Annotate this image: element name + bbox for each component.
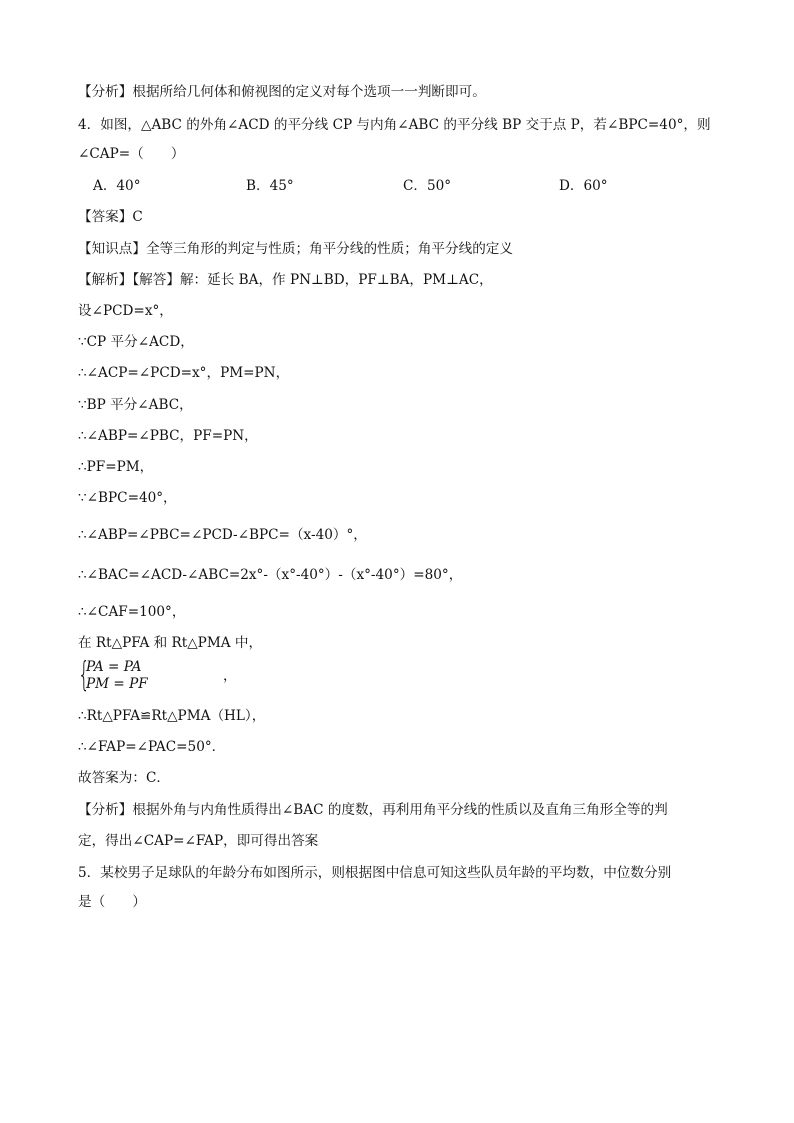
solution-line-15: 故答案为：C． [78, 770, 170, 786]
option-d: D．60° [559, 178, 608, 194]
analysis-q3: 【分析】根据所给几何体和俯视图的定义对每个选项一一判断即可。 [78, 84, 486, 100]
solution-line-9: ∴∠ABP=∠PBC=∠PCD-∠BPC=（x-40）°， [78, 527, 367, 543]
equation-tail: ， [223, 668, 237, 684]
solution-line-3: ∵CP 平分∠ACD， [78, 334, 194, 350]
knowledge-points: 【知识点】全等三角形的判定与性质；角平分线的性质；角平分线的定义 [78, 241, 513, 257]
equation-row-2: PM = PF [86, 676, 148, 692]
question-5-stem-cont: 是（ ） [78, 894, 146, 910]
question-4-stem-cont: ∠CAP=（ ） [78, 146, 185, 162]
solution-line-11: ∴∠CAF=100°， [78, 604, 186, 620]
solution-line-2: 设∠PCD=x°， [78, 303, 173, 319]
solution-line-1: 【解析】【解答】解：延长 BA，作 PN⊥BD，PF⊥BA，PM⊥AC， [78, 272, 493, 288]
solution-line-12: 在 Rt△PFA 和 Rt△PMA 中， [78, 635, 263, 651]
option-c: C．50° [403, 178, 452, 194]
question-5-stem: 5．某校男子足球队的年龄分布如图所示，则根据图中信息可知这些队员年龄的平均数，中位数分别 [78, 865, 672, 881]
analysis-q4-line-2: 定，得出∠CAP=∠FAP，即可得出答案 [78, 833, 319, 849]
solution-line-6: ∴∠ABP=∠PBC，PF=PN， [78, 428, 258, 444]
analysis-q4-line-1: 【分析】根据外角与内角性质得出∠BAC 的度数，再利用角平分线的性质以及直角三角形全等的判 [78, 802, 668, 818]
solution-line-5: ∵BP 平分∠ABC， [78, 397, 193, 413]
left-brace-glyph: { [78, 655, 90, 695]
option-b: B．45° [246, 178, 294, 194]
solution-line-13: ∴Rt△PFA≌Rt△PMA（HL）， [78, 708, 266, 724]
equation-system [78, 655, 278, 695]
solution-line-8: ∵∠BPC=40°， [78, 490, 177, 506]
solution-line-7: ∴PF=PM， [78, 459, 154, 475]
equation-row-1: PA = PA [86, 659, 142, 675]
answer-line: 【答案】C [78, 209, 143, 225]
option-a: A．40° [93, 178, 141, 194]
solution-line-14: ∴∠FAP=∠PAC=50°． [78, 739, 226, 755]
solution-line-4: ∴∠ACP=∠PCD=x°，PM=PN， [78, 365, 290, 381]
solution-line-10: ∴∠BAC=∠ACD-∠ABC=2x°-（x°-40°）-（x°-40°）=80°， [78, 567, 463, 583]
question-4-stem: 4．如图，△ABC 的外角∠ACD 的平分线 CP 与内角∠ABC 的平分线 BP 交于点 P，若∠BPC=40°，则 [78, 117, 711, 133]
